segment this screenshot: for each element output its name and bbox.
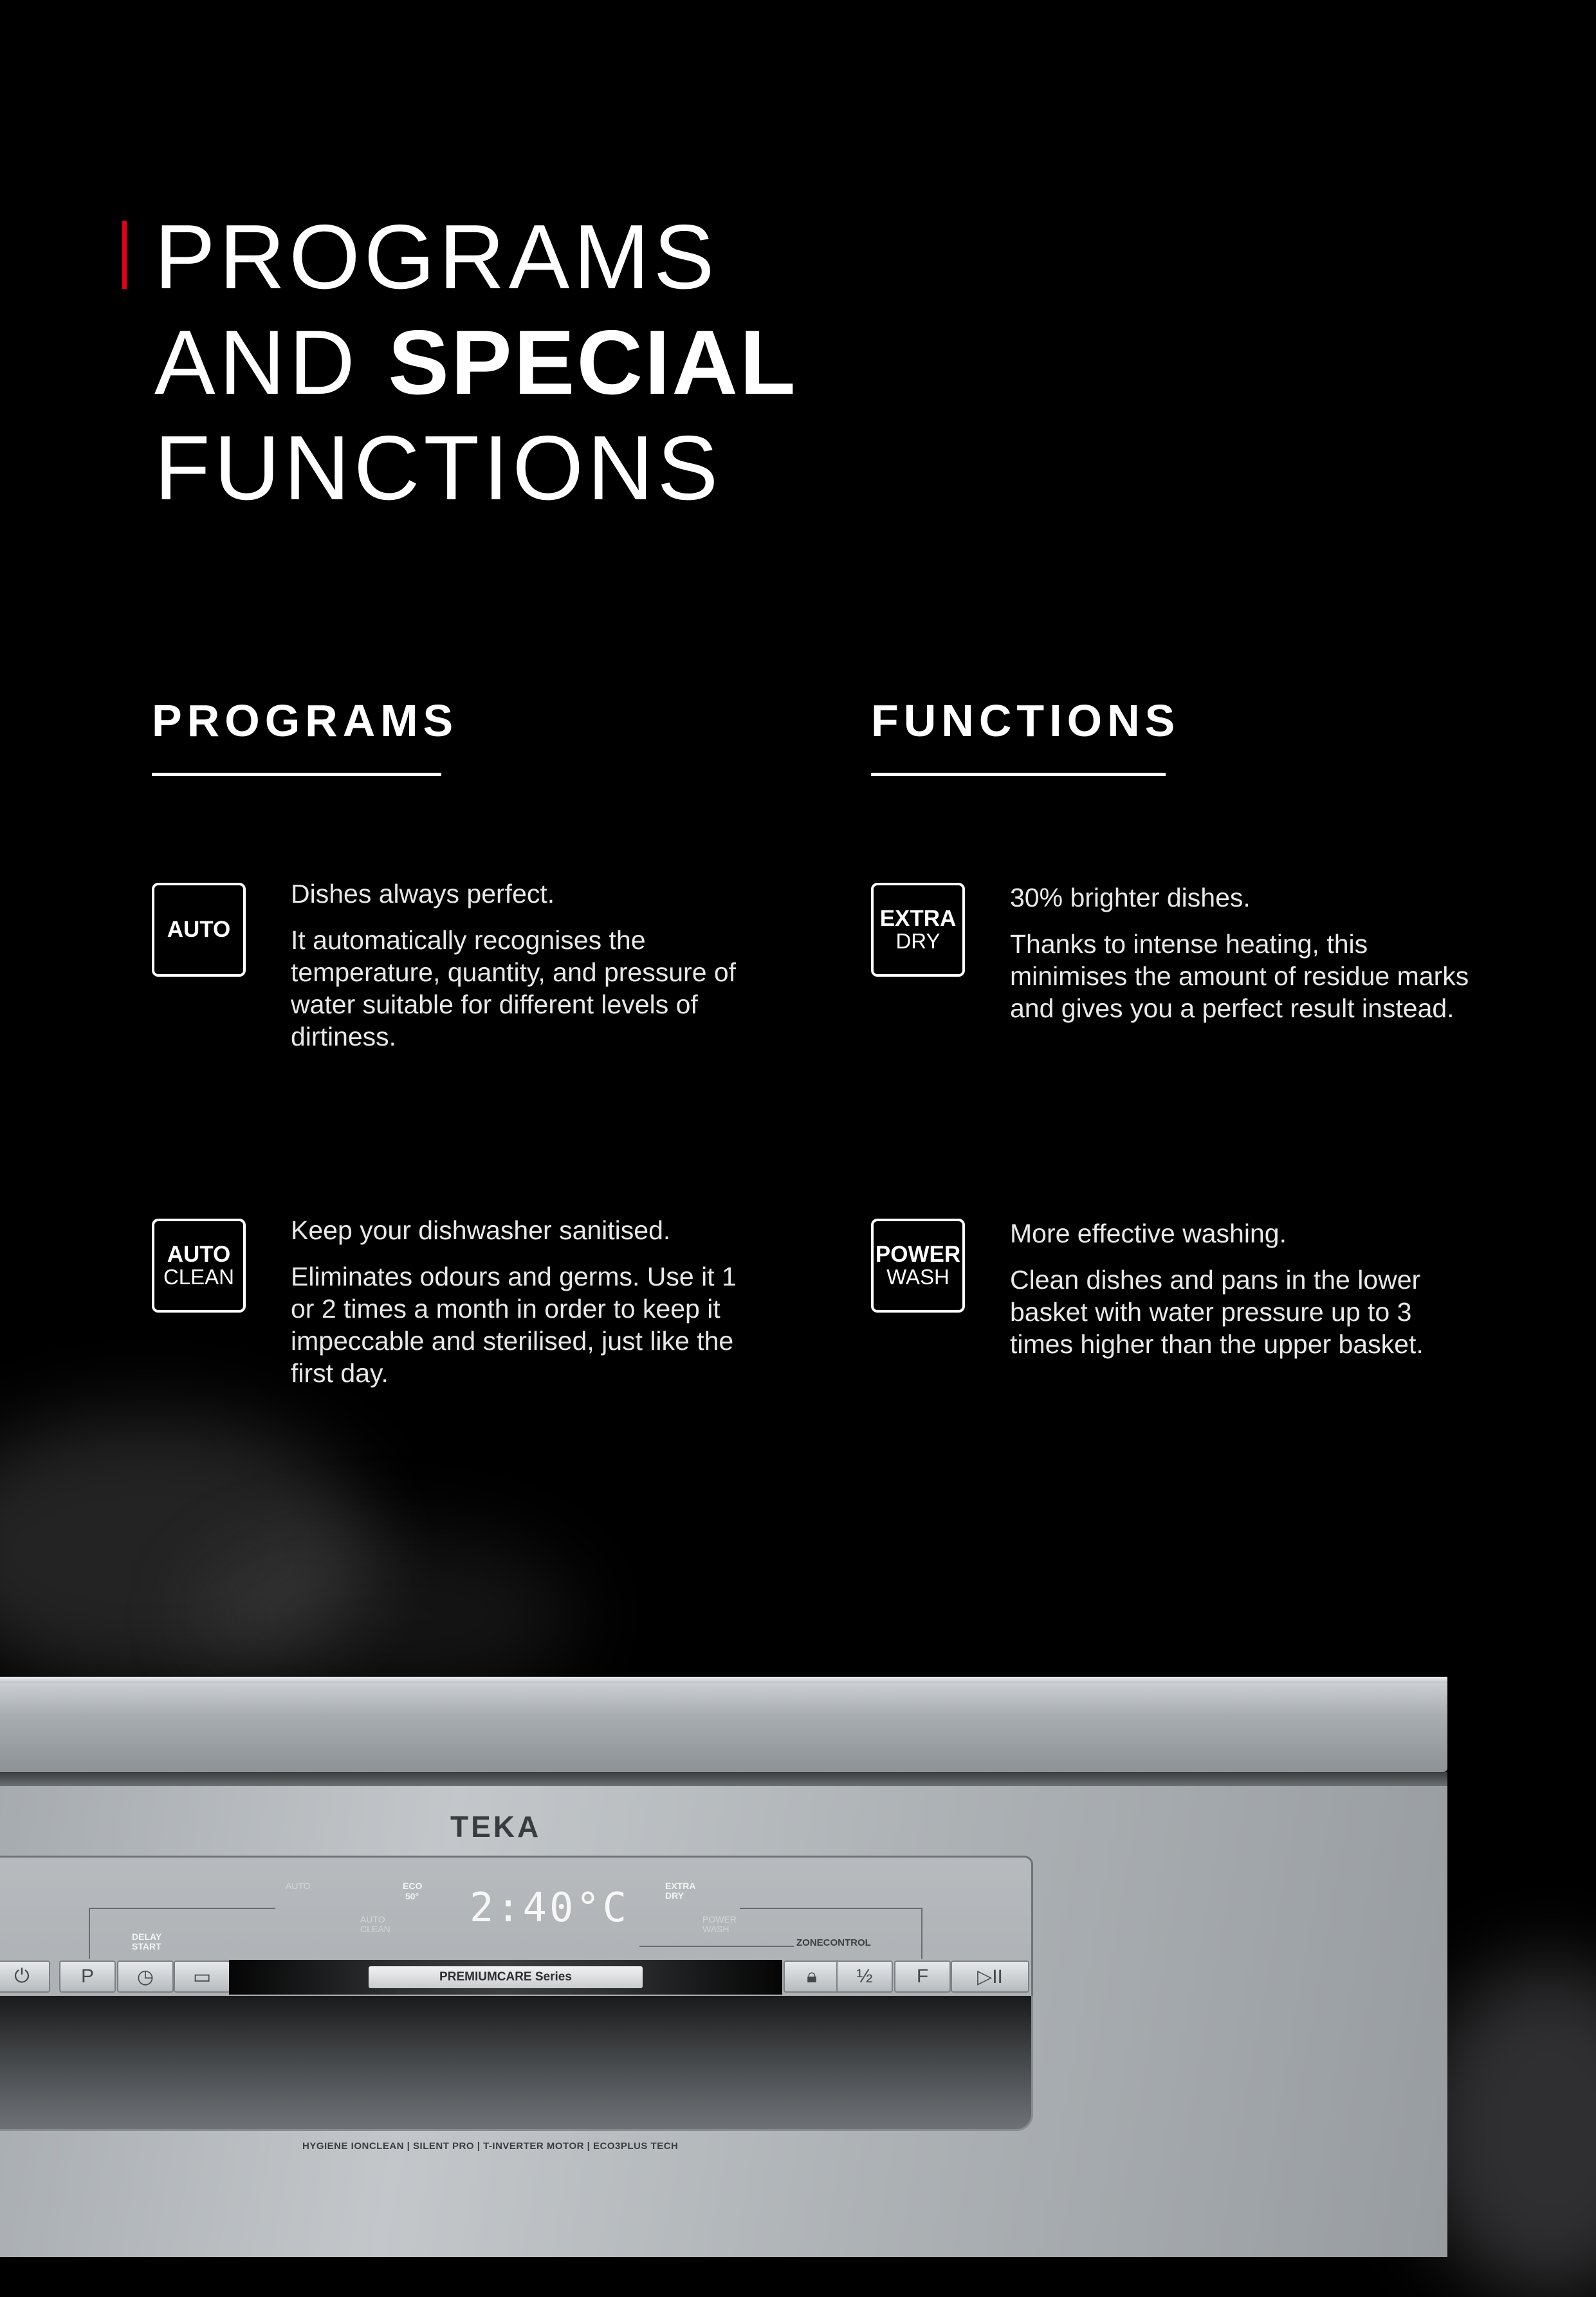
- child-lock-button[interactable]: [784, 1960, 840, 1993]
- power-wash-icon-line1: POWER: [875, 1242, 961, 1268]
- auto-body: It automatically recognises the temperature, quantity, and pressure of water suitable for different levels of dirtiness.: [291, 925, 737, 1051]
- programs-heading: PROGRAMS: [152, 696, 459, 746]
- extra-dry-icon-line2: DRY: [895, 929, 940, 954]
- guide-line-right: [740, 1908, 921, 1909]
- auto-clean-indicator: AUTO CLEAN: [360, 1914, 390, 1934]
- auto-clean-icon-line1: AUTO: [167, 1242, 231, 1268]
- auto-clean-program-icon: [152, 1219, 246, 1313]
- functions-underline: [871, 773, 1166, 776]
- play-pause-icon: ▷II: [977, 1966, 1003, 1988]
- functions-heading: FUNCTIONS: [871, 696, 1180, 746]
- extra-dry-icon-line1: EXTRA: [879, 906, 957, 932]
- zone-control-label: ZONECONTROL: [796, 1937, 871, 1948]
- brand-logo: TEKA: [450, 1810, 542, 1843]
- power-wash-icon-line2: WASH: [886, 1265, 949, 1289]
- auto-program-icon: [152, 883, 246, 977]
- auto-clean-button[interactable]: [174, 1960, 230, 1993]
- power-icon: ⏻: [14, 1966, 30, 1987]
- eco-indicator: ECO: [403, 1881, 423, 1891]
- extra-dry-function-description: [1010, 881, 1473, 1024]
- zone-bracket: [639, 1946, 794, 1947]
- eco-temp-indicator: 50°: [405, 1891, 419, 1901]
- tub-icon: ▭: [192, 1966, 212, 1988]
- guide-line-right-drop: [921, 1908, 922, 1959]
- lock-icon: 🔒︎: [807, 1966, 817, 1987]
- time-temperature-display: 2:40°C: [470, 1884, 629, 1931]
- title-line-2: [154, 310, 798, 416]
- auto-headline: Dishes always perfect.: [291, 879, 555, 909]
- page-title: [154, 205, 798, 521]
- half-load-label: ½: [856, 1966, 873, 1987]
- auto-clean-program-description: [291, 1214, 754, 1389]
- countertop-edge: [0, 1677, 1447, 1683]
- auto-program-description: [291, 878, 754, 1053]
- title-line-3: FUNCTIONS: [154, 417, 722, 519]
- power-wash-headline: More effective washing.: [1010, 1219, 1287, 1248]
- extra-dry-function-icon: [871, 883, 965, 977]
- auto-icon-label: AUTO: [167, 917, 231, 943]
- title-accent-bar: [122, 221, 127, 289]
- title-line-2-bold: SPECIAL: [388, 311, 798, 414]
- door-handle-recess[interactable]: [0, 1996, 1033, 2131]
- auto-clean-body: Eliminates odours and germs. Use it 1 or 2 times a month in order to keep it impeccable and sterilised, just like the first day.: [291, 1262, 737, 1388]
- auto-clean-icon-line2: CLEAN: [163, 1265, 235, 1289]
- extra-dry-headline: 30% brighter dishes.: [1010, 883, 1251, 912]
- series-label: PREMIUMCARE Series: [369, 1966, 643, 1988]
- program-button[interactable]: [59, 1960, 116, 1993]
- extra-dry-body: Thanks to intense heating, this minimises the amount of residue marks and gives you a perfect result instead.: [1010, 929, 1469, 1023]
- series-strip: [229, 1960, 782, 1995]
- title-line-1: PROGRAMS: [154, 206, 719, 308]
- program-button-label: P: [80, 1966, 94, 1987]
- start-pause-button[interactable]: [951, 1960, 1029, 1993]
- steam-center: [193, 1531, 579, 1699]
- half-load-button[interactable]: [836, 1960, 893, 1993]
- power-wash-body: Clean dishes and pans in the lower basket with water pressure up to 3 times higher than the upper basket.: [1010, 1265, 1424, 1359]
- guide-line-left: [89, 1908, 275, 1909]
- function-button[interactable]: [894, 1960, 951, 1993]
- guide-line-left-drop: [89, 1908, 90, 1959]
- function-button-label: F: [916, 1966, 929, 1987]
- countertop-gap: [0, 1772, 1447, 1786]
- title-line-2-regular: AND: [154, 311, 359, 414]
- auto-indicator: AUTO: [286, 1881, 311, 1891]
- feature-bar: HYGIENE IONCLEAN | SILENT PRO | T-INVERTER MOTOR | ECO3PLUS TECH: [302, 2141, 679, 2152]
- power-wash-function-icon: [871, 1219, 965, 1313]
- power-button[interactable]: [0, 1960, 50, 1993]
- delay-start-button[interactable]: [117, 1960, 174, 1993]
- extra-dry-indicator: EXTRA DRY: [665, 1881, 695, 1901]
- programs-underline: [152, 773, 441, 776]
- auto-clean-headline: Keep your dishwasher sanitised.: [291, 1215, 671, 1245]
- countertop: [0, 1677, 1447, 1772]
- clock-icon: ◷: [136, 1966, 154, 1988]
- power-wash-function-description: [1010, 1217, 1473, 1360]
- power-wash-indicator: POWER WASH: [702, 1914, 737, 1934]
- delay-start-indicator: DELAY START: [132, 1932, 161, 1951]
